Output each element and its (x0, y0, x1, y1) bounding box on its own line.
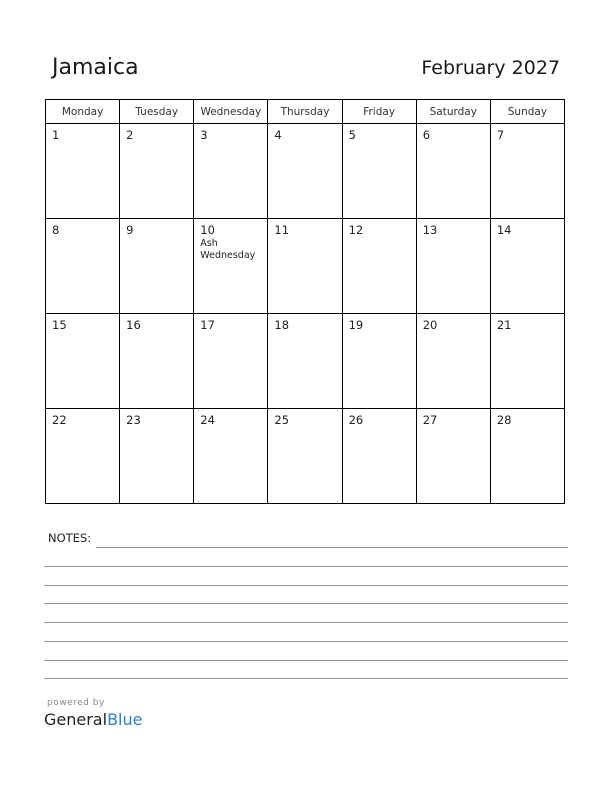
day-number: 28 (496, 413, 512, 427)
day-number: 9 (126, 223, 134, 237)
weekday-header-row (46, 100, 565, 124)
logo-blue-text: Blue (107, 710, 143, 729)
notes-line (44, 641, 568, 642)
day-cell (120, 124, 194, 219)
day-number: 23 (126, 413, 141, 427)
holiday-label (200, 238, 267, 262)
holiday-line: Ash (200, 238, 218, 249)
day-cell (46, 124, 120, 219)
notes-line (44, 660, 568, 661)
day-cell (490, 219, 564, 314)
day-number: 15 (52, 318, 67, 332)
day-cell (416, 219, 490, 314)
day-number: 26 (348, 413, 364, 427)
day-cell (416, 124, 490, 219)
month-title: February 2027 (421, 57, 560, 79)
weekday-tuesday: Tuesday (120, 100, 194, 124)
notes-line (44, 603, 568, 604)
day-cell (268, 409, 342, 504)
day-cell (342, 219, 416, 314)
day-number: 20 (422, 318, 438, 332)
day-number: 27 (422, 413, 438, 427)
day-number: 12 (348, 223, 364, 237)
day-number: 2 (126, 128, 134, 142)
day-number: 14 (496, 223, 512, 237)
day-cell (490, 314, 564, 409)
notes-line (44, 566, 568, 567)
day-cell (194, 314, 268, 409)
day-number: 21 (496, 318, 512, 332)
day-cell (194, 219, 268, 314)
day-number: 18 (274, 318, 290, 332)
generalblue-logo (44, 710, 142, 729)
day-cell (268, 219, 342, 314)
day-number: 19 (348, 318, 364, 332)
country-title: Jamaica (52, 55, 139, 80)
day-cell (416, 409, 490, 504)
day-cell (342, 409, 416, 504)
day-number: 25 (274, 413, 290, 427)
notes-line (96, 547, 568, 548)
day-number: 5 (348, 128, 356, 142)
weekday-wednesday: Wednesday (194, 100, 268, 124)
day-number: 8 (52, 223, 60, 237)
day-cell (46, 314, 120, 409)
week-row-3 (46, 314, 565, 409)
day-cell (342, 124, 416, 219)
day-number: 10 (200, 223, 215, 237)
day-cell (416, 314, 490, 409)
week-row-1 (46, 124, 565, 219)
day-cell (194, 409, 268, 504)
day-cell (46, 219, 120, 314)
day-cell (194, 124, 268, 219)
day-cell (490, 124, 564, 219)
day-cell (46, 409, 120, 504)
day-number: 3 (200, 128, 208, 142)
notes-line (44, 585, 568, 586)
day-cell (120, 219, 194, 314)
day-cell (120, 314, 194, 409)
day-number: 7 (496, 128, 505, 142)
weekday-thursday: Thursday (268, 100, 342, 124)
day-cell (268, 124, 342, 219)
week-row-4 (46, 409, 565, 504)
day-cell (490, 409, 564, 504)
week-row-2 (46, 219, 565, 314)
weekday-friday: Friday (342, 100, 416, 124)
day-number: 17 (200, 318, 215, 332)
day-number: 24 (200, 413, 215, 427)
day-cell (268, 314, 342, 409)
day-number: 11 (274, 223, 290, 237)
day-number: 22 (52, 413, 67, 427)
day-cell (120, 409, 194, 504)
day-number: 13 (422, 223, 438, 237)
weekday-monday: Monday (46, 100, 120, 124)
notes-label: NOTES: (48, 531, 92, 545)
weekday-sunday: Sunday (490, 100, 564, 124)
day-number: 6 (422, 128, 431, 142)
notes-line (44, 678, 568, 679)
logo-general-text: General (44, 710, 108, 729)
weekday-saturday: Saturday (416, 100, 490, 124)
calendar-grid (45, 99, 565, 504)
day-number: 4 (274, 128, 282, 142)
holiday-line: Wednesday (200, 250, 256, 261)
day-number: 1 (52, 128, 60, 142)
notes-line (44, 622, 568, 623)
day-cell (342, 314, 416, 409)
powered-by-text: powered by (47, 698, 105, 708)
day-number: 16 (126, 318, 141, 332)
